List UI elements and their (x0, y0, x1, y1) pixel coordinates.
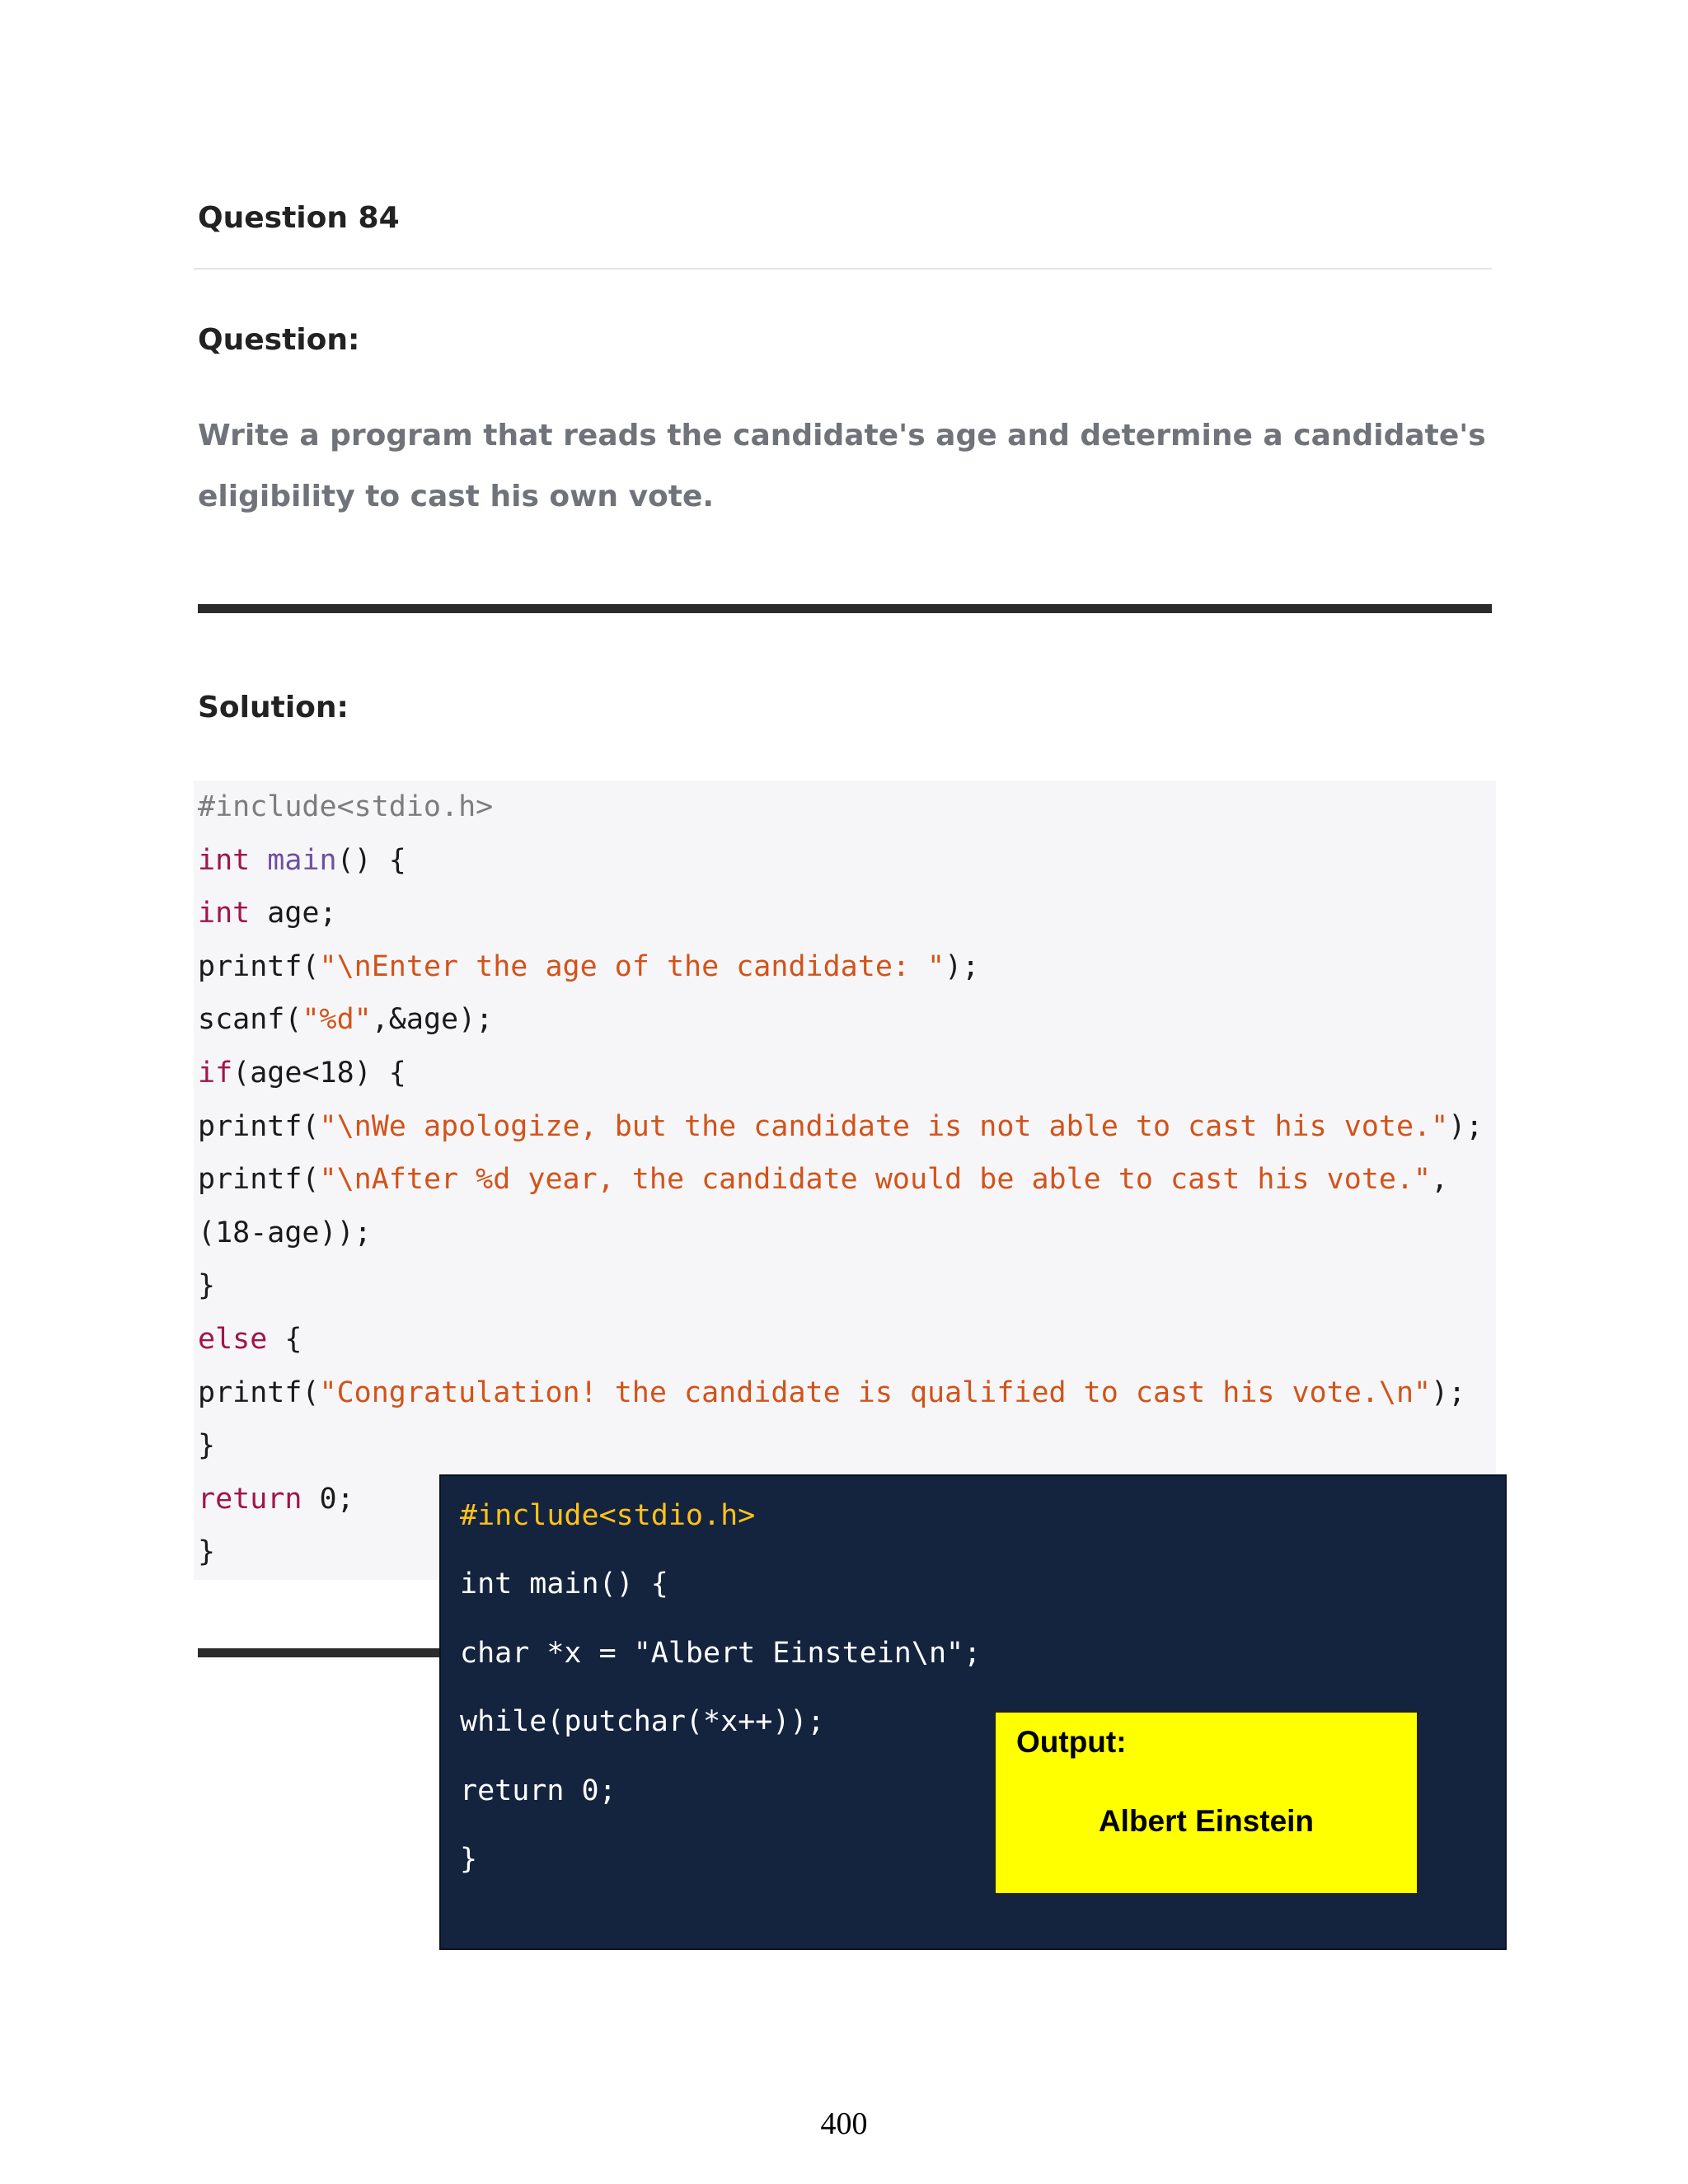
code-token: #include<stdio.h> (198, 790, 494, 823)
page-number: 400 (820, 2107, 868, 2141)
output-label: Output: (1016, 1725, 1127, 1759)
code-line (460, 1757, 981, 1825)
code-line (198, 1153, 1492, 1259)
code-token: } (198, 1429, 216, 1463)
code-line (198, 1100, 1492, 1154)
code-token: ); (1448, 1109, 1484, 1143)
code-token: age; (250, 897, 337, 930)
code-line (460, 1688, 981, 1756)
code-token (250, 844, 267, 877)
solution-code (198, 780, 1492, 1579)
question-label: Question: (198, 323, 360, 357)
code-token: return (198, 1482, 302, 1516)
code-token: int (198, 897, 251, 930)
code-token: ); (945, 949, 980, 983)
section-rule-bottom (198, 1648, 445, 1657)
code-token: scanf( (198, 1003, 302, 1037)
code-line (460, 1550, 981, 1619)
code-token: printf( (198, 1163, 320, 1197)
code-token: } (198, 1535, 216, 1569)
code-line (460, 1825, 981, 1894)
code-token: ); (1431, 1376, 1466, 1409)
code-line (460, 1619, 981, 1688)
code-token: else (198, 1322, 268, 1356)
code-token: printf( (198, 1109, 320, 1143)
code-token: 0; (302, 1482, 354, 1516)
code-token: } (460, 1843, 478, 1877)
code-token: if (198, 1056, 233, 1090)
code-token: int (198, 843, 251, 877)
code-token: ,&age); (371, 1003, 494, 1037)
code-line (460, 1482, 981, 1550)
code-token: () { (336, 843, 406, 877)
code-line (198, 1313, 1492, 1366)
code-line (198, 1419, 1492, 1473)
code-token: } (198, 1269, 216, 1303)
code-token: printf( (198, 949, 320, 983)
code-token: "Congratulation! the candidate is qualified to cast his vote.\n" (319, 1376, 1432, 1409)
question-divider (194, 268, 1492, 269)
code-token: while(putchar(*x++)); (460, 1705, 825, 1739)
code-token: char *x = "Albert Einstein\n"; (460, 1636, 982, 1670)
code-token: (age<18) { (232, 1056, 406, 1090)
code-token: return 0; (460, 1774, 617, 1807)
question-text: Write a program that reads the candidate's age and determine a candidate's eligibility to cast his own vote. (198, 419, 1486, 513)
code-line (198, 887, 1492, 940)
code-line (198, 834, 1492, 888)
code-token: printf( (198, 1376, 320, 1409)
code-line (198, 1047, 1492, 1100)
code-line (198, 780, 1492, 834)
solution-label: Solution: (198, 691, 349, 724)
code-token: { (267, 1322, 302, 1356)
output-value: Albert Einstein (1098, 1804, 1315, 1838)
code-line (198, 1366, 1492, 1420)
code-line (198, 993, 1492, 1047)
code-token: main (267, 843, 337, 877)
question-title: Question 84 (198, 201, 400, 235)
code-line (198, 940, 1492, 994)
code-token: "\nWe apologize, but the candidate is not able to cast his vote." (319, 1109, 1449, 1143)
code-token: "%d" (302, 1003, 372, 1037)
code-token: "\nAfter %d year, the candidate would be able to cast his vote." (319, 1163, 1432, 1197)
code-token: , (18-age)); (198, 1163, 1466, 1249)
section-rule (198, 604, 1492, 613)
code-token: "\nEnter the age of the candidate: " (319, 949, 945, 983)
code-token: int main() { (460, 1568, 668, 1601)
example-code (460, 1482, 981, 1894)
code-token: #include<stdio.h> (460, 1499, 756, 1532)
code-line (198, 1259, 1492, 1313)
